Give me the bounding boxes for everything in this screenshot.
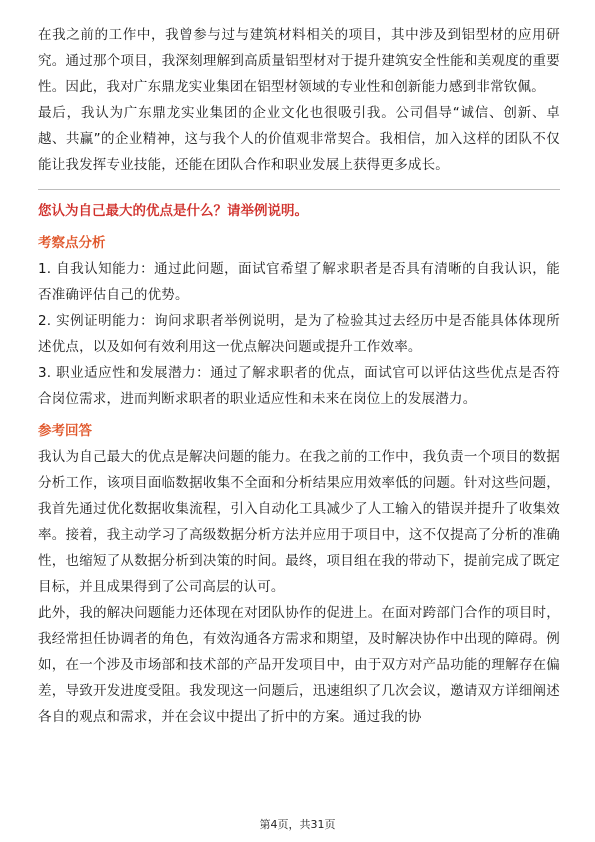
answer-paragraph: 此外，我的解决问题能力还体现在对团队协作的促进上。在面对跨部门合作的项目时，我经常担任协调者的角色，有效沟通各方需求和期望，及时解决协作中出现的障碍。例如，在一个涉及市场部和技术部的产品开发项目中，由于双方对产品功能的理解存在偏差，导致开发进度受阻。我发现这一问题后，迅速组织了几次会议，邀请双方详细阐述各自的观点和需求，并在会议中提出了折中的方案。通过我的协 (38, 605, 560, 725)
document-page (38, 22, 560, 730)
intro-paragraph: 在我之前的工作中，我曾参与过与建筑材料相关的项目，其中涉及到铝型材的应用研究。通过那个项目，我深刻理解到高质量铝型材对于提升建筑安全性能和美观度的重要性。因此，我对广东鼎龙实业集团在铝型材领域的专业性和创新能力感到非常钦佩。 (38, 27, 560, 95)
analysis-heading: 考察点分析 (38, 235, 106, 251)
analysis-point: 2. 实例证明能力：询问求职者举例说明，是为了检验其过去经历中是否能具体体现所述优点，以及如何有效利用这一优点解决问题或提升工作效率。 (38, 313, 560, 355)
answer-paragraph: 我认为自己最大的优点是解决问题的能力。在我之前的工作中，我负责一个项目的数据分析工作，该项目面临数据收集不全面和分析结果应用效率低的问题。针对这些问题，我首先通过优化数据收集流程，引入自动化工具减少了人工输入的错误并提升了收集效率。接着，我主动学习了高级数据分析方法并应用于项目中，这不仅提高了分析的准确性，也缩短了从数据分析到决策的时间。最终，项目组在我的带动下，提前完成了既定目标，并且成果得到了公司高层的认可。 (38, 449, 560, 595)
page-number-footer: 第4页，共31页 (259, 818, 336, 831)
question-title: 您认为自己最大的优点是什么？请举例说明。 (38, 203, 308, 219)
section-divider (38, 189, 560, 190)
analysis-point: 3. 职业适应性和发展潜力：通过了解求职者的优点，面试官可以评估这些优点是否符合岗位需求，进而判断求职者的职业适应性和未来在岗位上的发展潜力。 (38, 365, 560, 407)
answer-heading: 参考回答 (38, 423, 92, 439)
analysis-point: 1. 自我认知能力：通过此问题，面试官希望了解求职者是否具有清晰的自我认识，能否准确评估自己的优势。 (38, 261, 560, 303)
intro-paragraph: 最后，我认为广东鼎龙实业集团的企业文化也很吸引我。公司倡导“诚信、创新、卓越、共赢”的企业精神，这与我个人的价值观非常契合。我相信，加入这样的团队不仅能让我发挥专业技能，还能在团队合作和职业发展上获得更多成长。 (38, 105, 560, 173)
